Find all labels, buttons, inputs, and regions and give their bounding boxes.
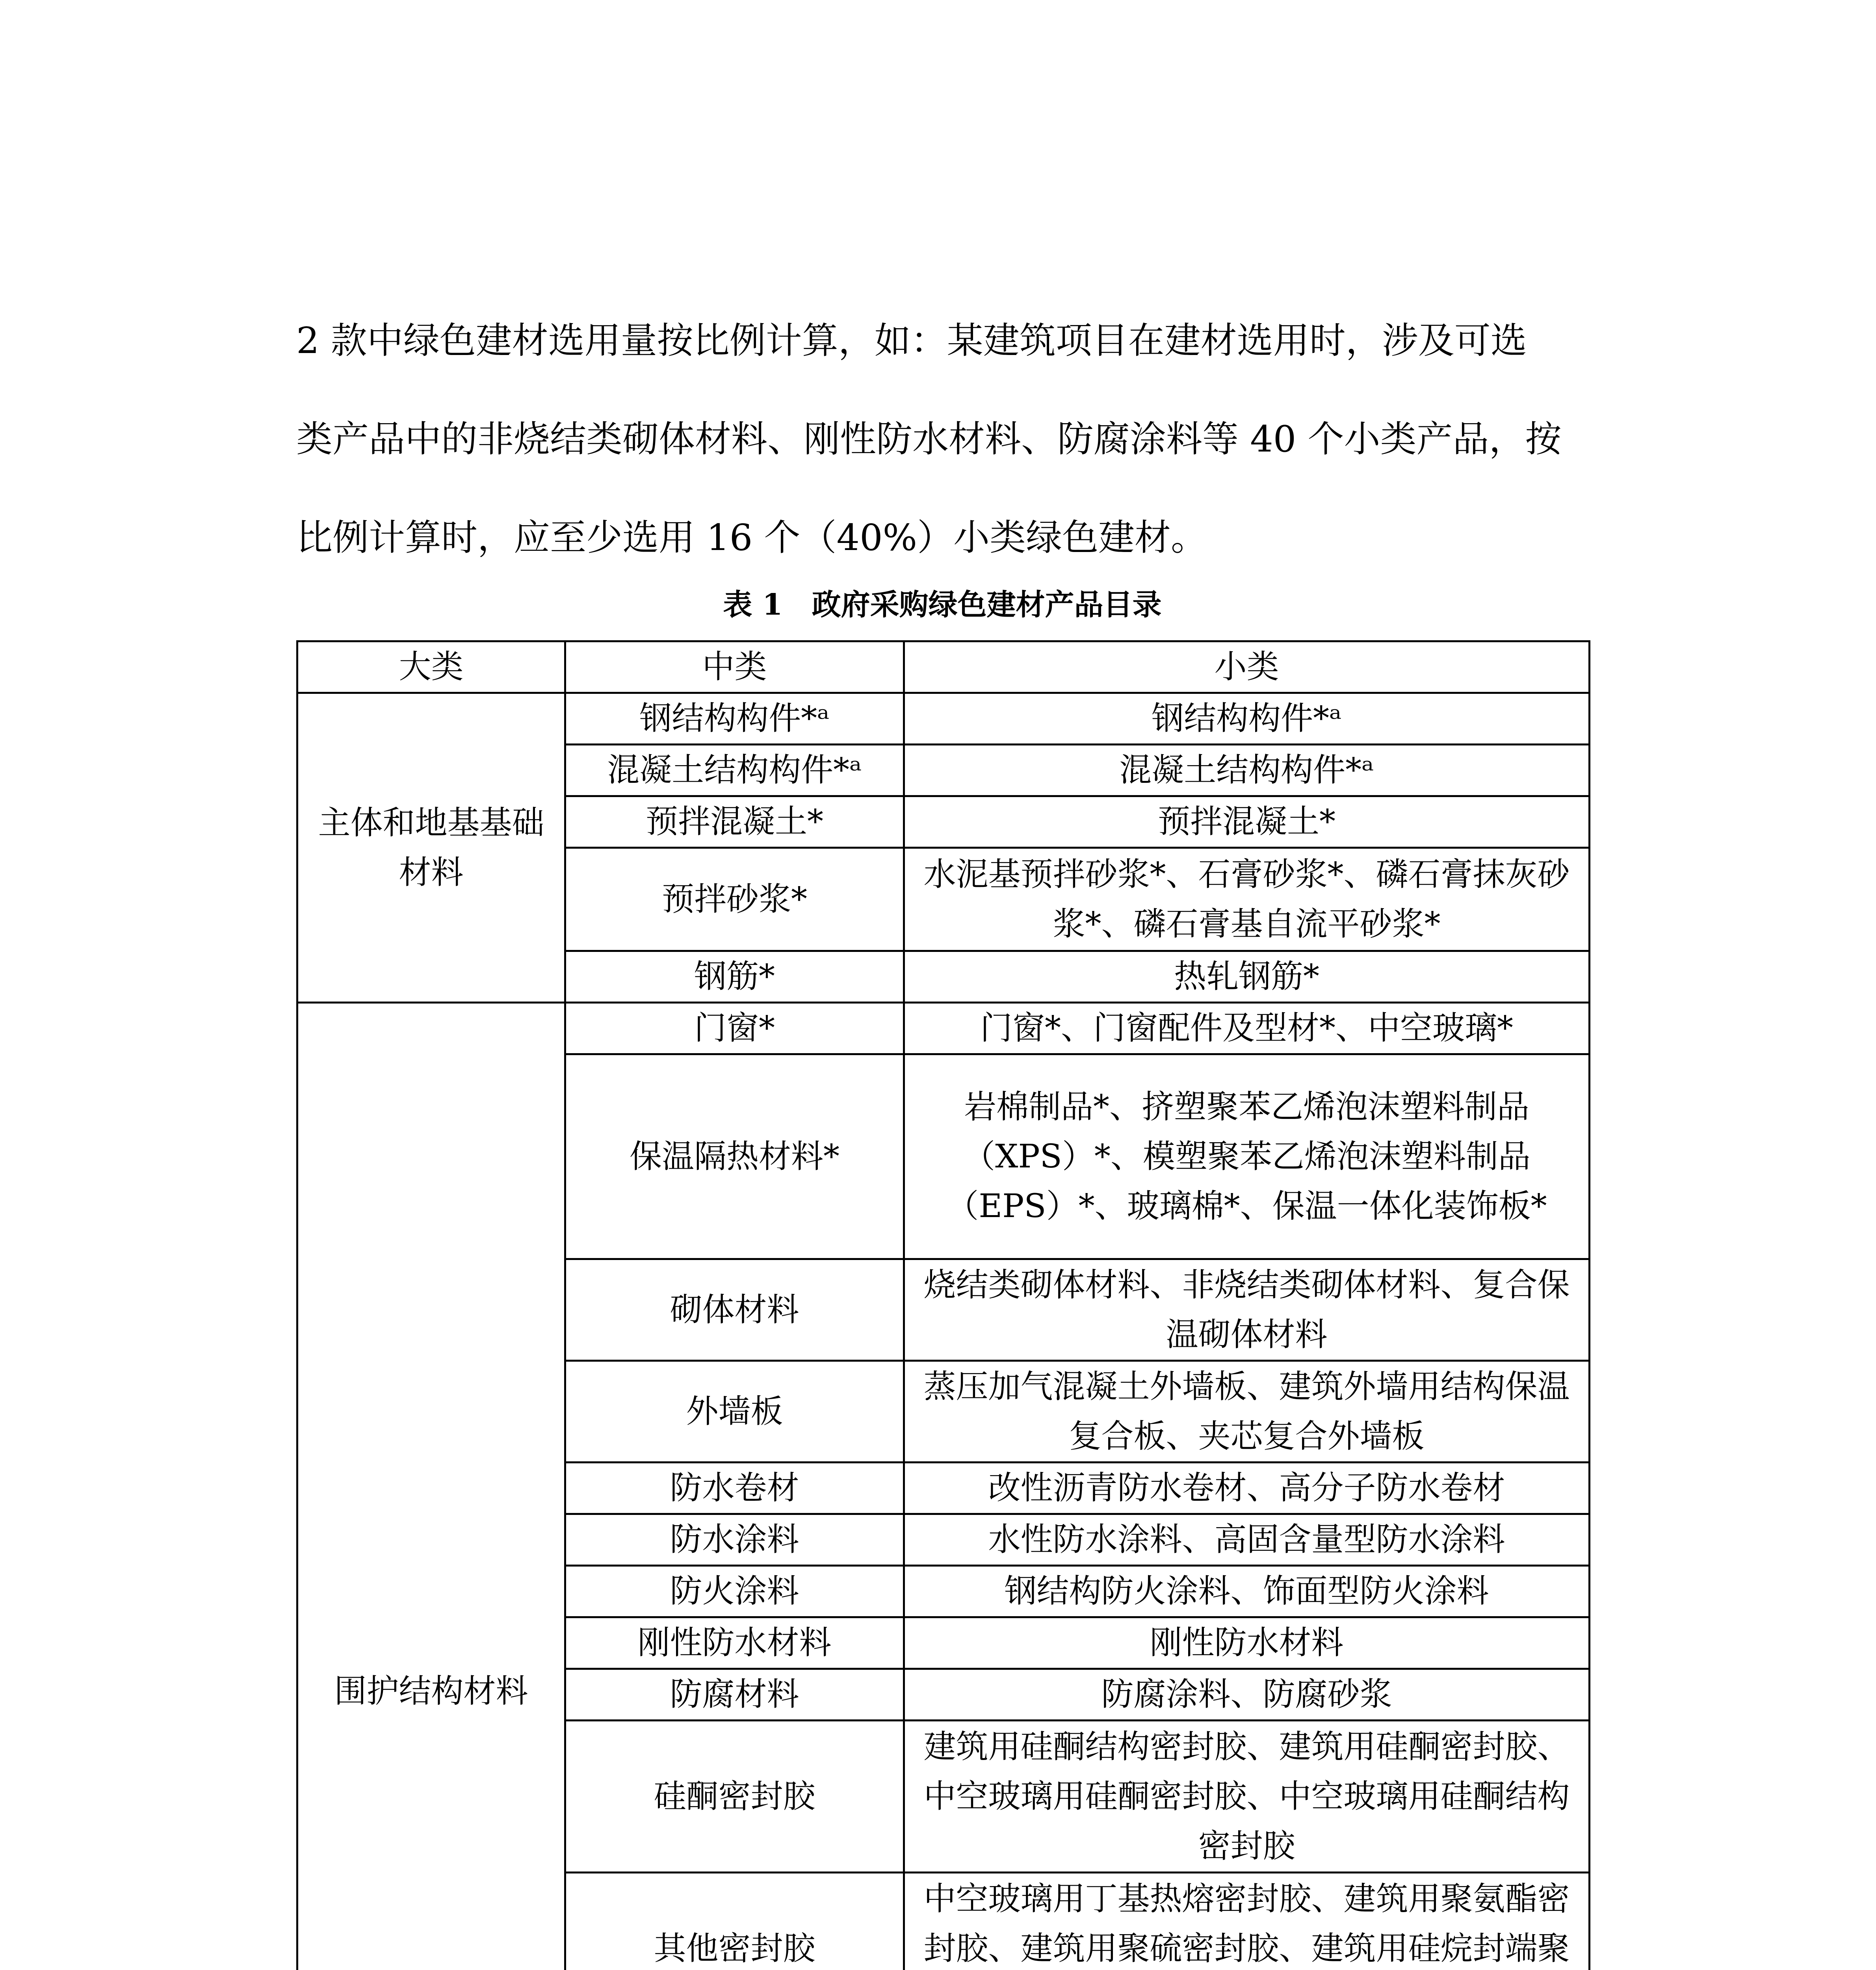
sub-category-cell: 改性沥青防水卷材、高分子防水卷材 [904,1463,1590,1514]
sub-category-cell: 水泥基预拌砂浆*、石膏砂浆*、磷石膏抹灰砂浆*、磷石膏基自流平砂浆* [904,848,1590,951]
mid-category-cell: 砌体材料 [565,1259,904,1361]
sub-category-cell: 预拌混凝土* [904,796,1590,848]
sub-category-cell: 钢结构构件*ᵃ [904,693,1590,745]
major-category-cell: 主体和地基基础材料 [297,693,565,1003]
mid-category-cell: 防水卷材 [565,1463,904,1514]
green-material-catalog-table [296,640,1590,1970]
mid-category-cell: 防腐材料 [565,1669,904,1721]
sub-category-cell: 混凝土结构构件*ᵃ [904,745,1590,796]
sub-category-cell: 烧结类砌体材料、非烧结类砌体材料、复合保温砌体材料 [904,1259,1590,1361]
sub-category-cell: 中空玻璃用丁基热熔密封胶、建筑用聚氨酯密封胶、建筑用聚硫密封胶、建筑用硅烷封端聚 [904,1873,1590,1970]
mid-category-cell: 防火涂料 [565,1566,904,1617]
intro-paragraph [296,292,1588,587]
mid-category-cell: 硅酮密封胶 [565,1721,904,1873]
sub-category-cell: 钢结构防火涂料、饰面型防火涂料 [904,1566,1590,1617]
table-row [297,693,1590,745]
sub-category-cell: 门窗*、门窗配件及型材*、中空玻璃* [904,1003,1590,1054]
table-row [297,1003,1590,1054]
sub-category-cell: 岩棉制品*、挤塑聚苯乙烯泡沫塑料制品（XPS）*、模塑聚苯乙烯泡沫塑料制品（EPS）*、玻璃棉*、保温一体化装饰板* [904,1054,1590,1259]
sub-category-cell: 刚性防水材料 [904,1617,1590,1669]
mid-category-cell: 外墙板 [565,1361,904,1463]
mid-category-cell: 预拌混凝土* [565,796,904,848]
intro-line: 类产品中的非烧结类砌体材料、刚性防水材料、防腐涂料等 40 个小类产品，按 [296,418,1562,460]
mid-category-cell: 防水涂料 [565,1514,904,1566]
table-caption: 表 1 政府采购绿色建材产品目录 [723,588,1162,622]
mid-category-cell: 保温隔热材料* [565,1054,904,1259]
mid-category-cell: 刚性防水材料 [565,1617,904,1669]
sub-category-cell: 建筑用硅酮结构密封胶、建筑用硅酮密封胶、中空玻璃用硅酮密封胶、中空玻璃用硅酮结构密封胶 [904,1721,1590,1873]
major-category-cell: 围护结构材料 [297,1003,565,1970]
sub-category-cell: 热轧钢筋* [904,951,1590,1003]
sub-category-cell: 水性防水涂料、高固含量型防水涂料 [904,1514,1590,1566]
mid-category-cell: 钢结构构件*ᵃ [565,693,904,745]
header-mid-category: 中类 [565,641,904,693]
intro-line: 比例计算时，应至少选用 16 个（40%）小类绿色建材。 [296,517,1207,559]
mid-category-cell: 混凝土结构构件*ᵃ [565,745,904,796]
sub-category-cell: 防腐涂料、防腐砂浆 [904,1669,1590,1721]
intro-line: 2 款中绿色建材选用量按比例计算，如：某建筑项目在建材选用时，涉及可选 [296,320,1527,362]
header-sub-category: 小类 [904,641,1590,693]
mid-category-cell: 门窗* [565,1003,904,1054]
mid-category-cell: 其他密封胶 [565,1873,904,1970]
header-major-category: 大类 [297,641,565,693]
table-header-row [297,641,1590,693]
mid-category-cell: 预拌砂浆* [565,848,904,951]
mid-category-cell: 钢筋* [565,951,904,1003]
sub-category-cell: 蒸压加气混凝土外墙板、建筑外墙用结构保温复合板、夹芯复合外墙板 [904,1361,1590,1463]
